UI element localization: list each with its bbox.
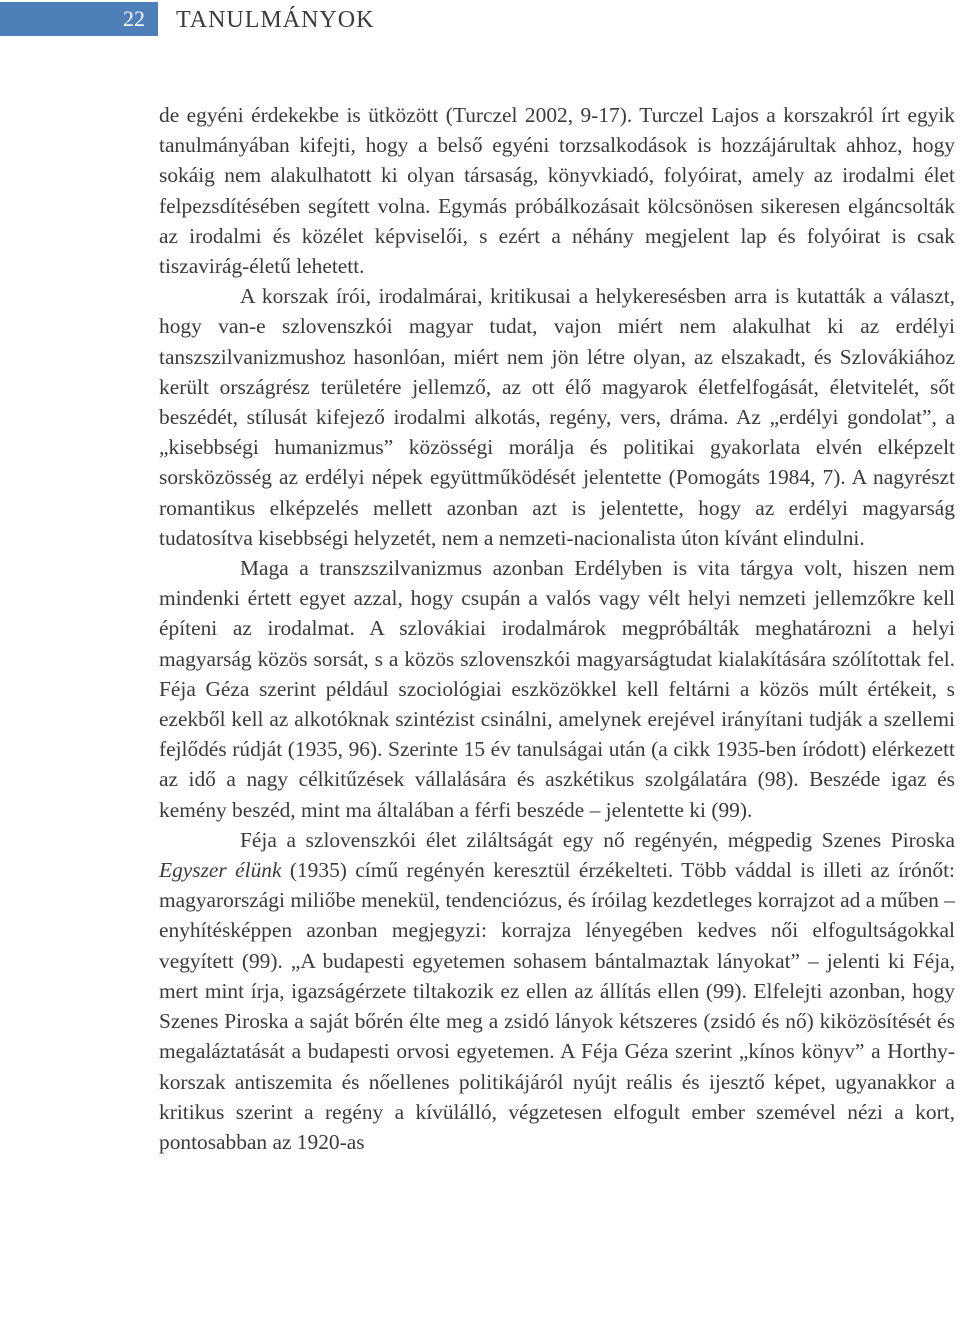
page-number-badge bbox=[0, 2, 158, 36]
paragraph-3: Maga a transzszilvanizmus azonban Erdélyben is vita tárgya volt, hiszen nem mindenki értett egyet azzal, hogy csupán a valós vagy vélt helyi nemzeti jellemzőkre kell építeni az irodalmat. A szlovákiai irodalmárok megpróbálták meghatározni a helyi magyarság közös sorsát, s a közös szlovenszkói magyarságtudat kialakítására szólítottak fel. Féja Géza szerint például szociológiai eszközökkel kell feltárni a közös múlt értékeit, s ezekből kell az alkotóknak szintézist csinálni, amelynek erejével irányítani tudják a szellemi fejlődés rúdját (1935, 96). Szerinte 15 év tanulságai után (a cikk 1935-ben íródott) elérkezett az idő a nagy célkitűzések vállalására és aszkétikus szolgálatára (98). Beszéde igaz és kemény beszéd, mint ma általában a férfi beszéde – jelentette ki (99). bbox=[159, 556, 955, 822]
paragraph-1: de egyéni érdekekbe is ütközött (Turczel 2002, 9-17). Turczel Lajos a korszakról írt egyik tanulmányában kifejti, hogy a belső egyéni torzsalkodások is hozzájárultak ahhoz, hogy sokáig nem alakulhatott ki olyan társaság, könyvkiadó, folyóirat, amely az irodalmi élet felpezsdítésében segített volna. Egymás próbálkozásait kölcsönösen sikeresen elgáncsolták az irodalmi és közélet képviselői, s ezért a néhány megjelent lap és folyóirat is csak tiszavirág-életű lehetett. bbox=[159, 103, 955, 279]
paragraph-4 bbox=[159, 825, 955, 1157]
paragraph-2: A korszak írói, irodalmárai, kritikusai a helykeresésben arra is kutatták a választ, hogy van-e szlovenszkói magyar tudat, vajon miért nem alakulhat ki az erdélyi tanszszilvanizmushoz hasonlóan, miért nem jön létre olyan, az elszakadt, és Szlovákiához került országrész területére jellemző, az ott élő magyarok életfelfogását, életvitelét, sőt beszédét, stílusát kifejező irodalmi alkotás, regény, vers, dráma. Az „erdélyi gondolat”, a „kisebbségi humanizmus” közösségi morálja és politikai gyakorlata elvén elképzelt sorsközösség az erdélyi népek együttműködését jelentette (Pomogáts 1984, 7). A nagyrészt romantikus elképzelés mellett azonban azt is jelentette, hogy az erdélyi magyarság tudatosítva kisebbségi helyzetét, nem a nemzeti-nacionalista úton kívánt elindulni. bbox=[159, 284, 955, 550]
article-body bbox=[159, 100, 955, 1157]
paragraph-4-text-before: Féja a szlovenszkói élet ziláltságát egy nő regényén, mégpedig Szenes Piroska bbox=[240, 827, 955, 852]
page-header bbox=[0, 0, 960, 40]
book-title: Egyszer élünk bbox=[159, 858, 282, 883]
paragraph-4-text-after: (1935) című regényén keresztül érzékelteti. Több váddal is illeti az írónőt: magyarországi miliőbe menekül, tendenciózus, és íróilag kezdetleges korrajzot ad a műben – enyhítésképpen azonban megjegyzi: korrajza lényegében kedves női elfogultságokkal vegyített (99). „A budapesti egyetemen sohasem bántalmaztak lányokat” – jelenti ki Féja, mert mint írja, igazságérzete tiltakozik ez ellen az állítás ellen (99). Elfelejti azonban, hogy Szenes Piroska a saját bőrén élte meg a zsidó lányok kétszeres (zsidó és nő) kiközösítését és megaláztatását a budapesti orvosi egyetemen. A Féja Géza szerint „kínos könyv” a Horthy-korszak antiszemita és nőellenes politikájáról nyújt reális és ijesztő képet, ugyanakkor a kritikus szerint a regény a kívülálló, végzetesen elfogult ember szemével nézi a kort, pontosabban az 1920-as bbox=[159, 858, 955, 1154]
section-title: TANULMÁNYOK bbox=[176, 7, 375, 33]
page-number: 22 bbox=[123, 6, 145, 31]
